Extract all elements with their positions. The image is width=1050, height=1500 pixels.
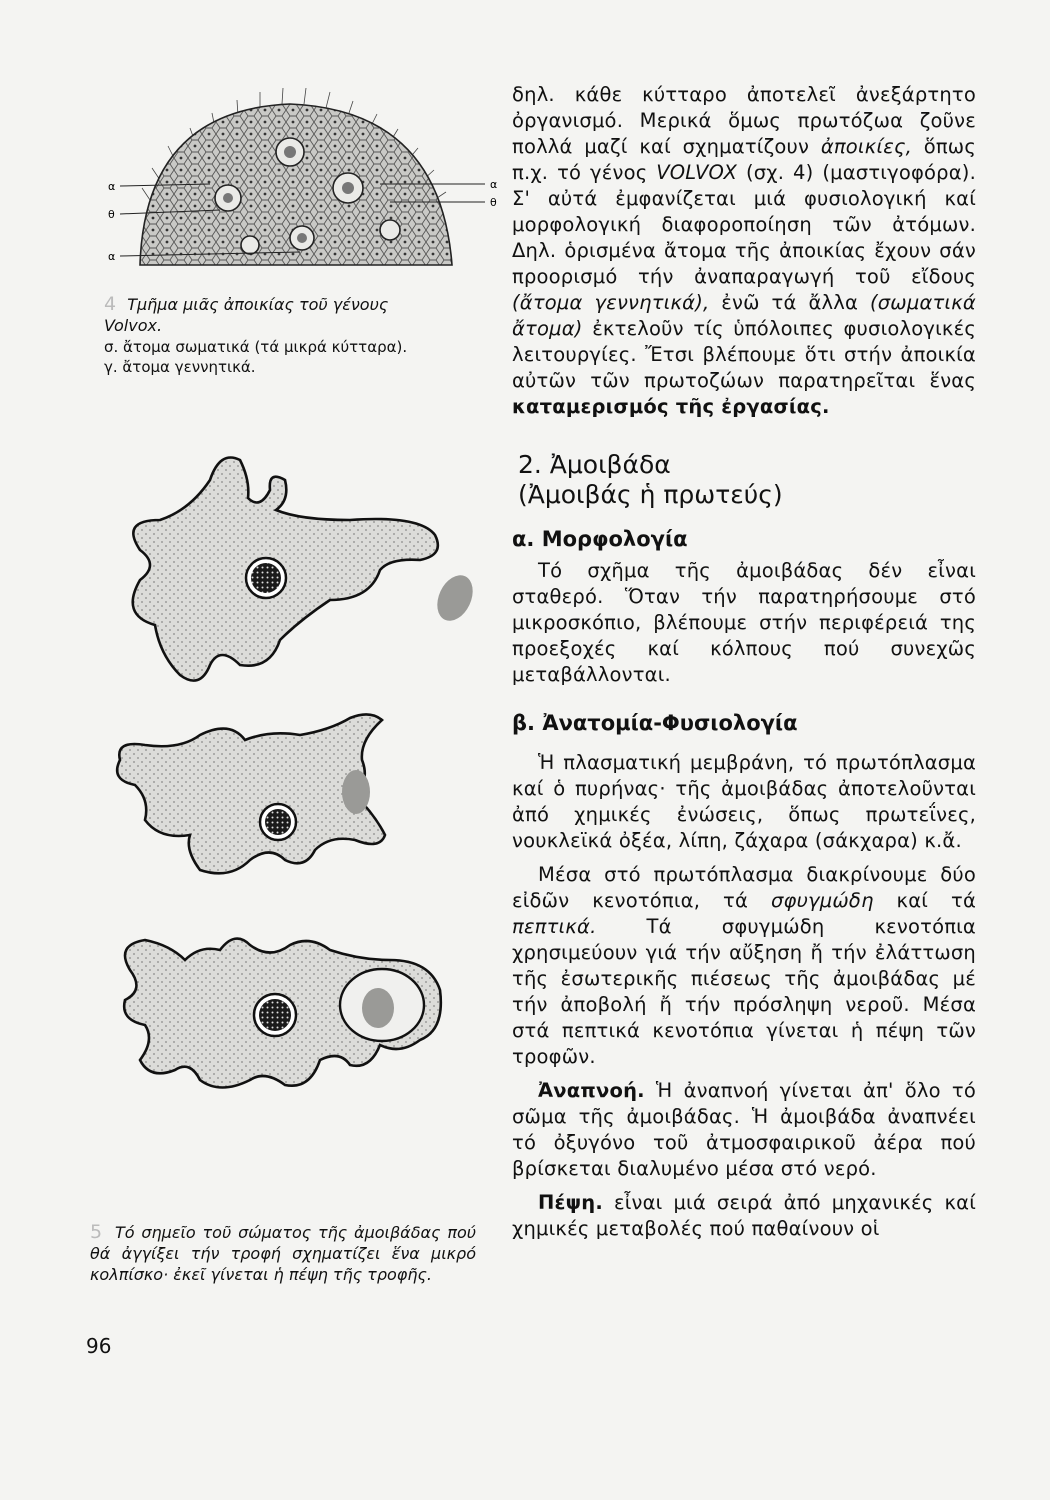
intro-italic-somatic: (σωματικά ἄτομα) xyxy=(512,291,976,340)
subheading-anatomy: β. Ἀνατομία-Φυσιολογία xyxy=(512,711,798,735)
page-number: 96 xyxy=(86,1334,112,1358)
figure-4-caption-line2: Volvox. xyxy=(104,316,163,335)
figure-4-legend-reproductive: γ. ἄτομα γεννητικά. xyxy=(104,358,256,376)
paragraph-anatomy: Ἡ πλασματική μεμβράνη, τό πρωτόπλασμα καί ὁ πυρήνας· τῆς ἀμοιβάδας ἀποτελοῦνται ἀπό χημικές ἐνώσεις, ὅπως πρωτεΐνες, νουκλεϊκά ὀξέα, λίπη, ζάχαρα (σάκχαρα) κ.ἄ. xyxy=(512,751,976,852)
figure-4-legend-somatic: σ. ἄτομα σωματικά (τά μικρά κύτταρα). xyxy=(104,338,408,356)
intro-italic-volvox: VOLVOX xyxy=(656,161,738,184)
label-theta-left: θ xyxy=(108,208,115,221)
figure-5-amoebae xyxy=(100,440,510,1220)
intro-bold-division-of-labor: καταμερισμός τῆς ἐργασίας. xyxy=(512,395,830,418)
paragraph-morphology: Τό σχῆμα τῆς ἀμοιβάδας δέν εἶναι σταθερό. Ὅταν τήν παρατηρήσουμε στό μικροσκόπιο, βλέπουμε στήν περιφέρειά της προεξοχές καί κόλπους πού συνεχῶς μεταβάλλονται. xyxy=(512,559,976,686)
right-column xyxy=(512,82,976,1242)
label-a-left: α xyxy=(108,180,116,193)
intro-part-d: ἐνῶ τά ἄλλα xyxy=(709,291,870,314)
label-a-right: α xyxy=(490,178,498,191)
vacuoles-part-b: καί τά xyxy=(873,889,976,912)
figure-4-volvox xyxy=(90,80,510,290)
intro-part-a: δηλ. κάθε κύτταρο ἀποτελεῖ ἀνεξάρτητο ὀργανισμό. Μερικά ὅμως πρωτόζωα ζοῦνε πολλά μαζί καί σχηματίζουν xyxy=(512,83,976,158)
amoeba-2 xyxy=(117,714,385,873)
section-title xyxy=(518,450,976,510)
figure-4-caption-line1: Τμῆμα μιᾶς ἀποικίας τοῦ γένους xyxy=(127,295,389,314)
vacuoles-part-c: Τά σφυγμώδη κενοτόπια χρησιμεύουν γιά τήν αὔξηση ἤ τήν ἐλάττωση τῆς ἐσωτερικῆς πιέσεως τῆς ἀμοιβάδας μέ τήν ἀποβολή ἤ τήν πρόσληψη νεροῦ. Μέσα στά πεπτικά κενοτόπια γίνεται ἡ πέψη τῶν τροφῶν. xyxy=(512,915,976,1068)
label-a-bottom: α xyxy=(108,250,116,263)
subheading-morphology: α. Μορφολογία xyxy=(512,527,688,551)
vacuoles-italic-digestive: πεπτικά. xyxy=(512,915,597,938)
figure-5-caption xyxy=(90,1222,476,1285)
digestion-label: Πέψη. xyxy=(538,1191,603,1214)
paragraph-vacuoles xyxy=(512,862,976,1070)
amoeba-1 xyxy=(133,458,480,681)
vacuoles-part-a: Μέσα στό πρωτόπλασμα διακρίνουμε δύο εἰδῶν κενοτόπια, τά xyxy=(512,863,976,912)
intro-part-c: (σχ. 4) (μαστιγοφόρα). Σ' αὐτά ἐμφανίζεται μιά φυσιολογική καί μορφολογική διαφοροποίηση τῶν ἀτόμων. Δηλ. ὁρισμένα ἄτομα τῆς ἀποικίας ἔχουν σάν προορισμό τήν ἀναπαραγωγή τοῦ εἴδους xyxy=(512,161,976,288)
intro-part-b: ὅπως π.χ. τό γένος xyxy=(512,135,976,184)
figure-5-caption-text: Τό σημεῖο τοῦ σώματος τῆς ἀμοιβάδας πού θά ἀγγίξει τήν τροφή σχηματίζει ἕνα μικρό κολπίσκο· ἐκεῖ γίνεται ἡ πέψη τῆς τροφῆς. xyxy=(90,1223,476,1284)
figure-5-number: 5 xyxy=(90,1221,103,1243)
intro-italic-reproductive: (ἄτομα γεννητικά), xyxy=(512,291,710,314)
intro-italic-colonies: ἀποικίες, xyxy=(820,135,913,158)
respiration-label: Ἀναπνοή. xyxy=(538,1079,645,1102)
paragraph-intro xyxy=(512,82,976,420)
figure-4-number: 4 xyxy=(104,293,117,315)
volvox-illustration xyxy=(90,80,510,290)
vacuoles-italic-contractile: σφυγμώδη xyxy=(770,889,874,912)
paragraph-respiration xyxy=(512,1078,976,1182)
section-title-line2: (Ἀμοιβάς ἡ πρωτεύς) xyxy=(518,480,783,509)
paragraph-digestion xyxy=(512,1190,976,1242)
amoeba-3 xyxy=(124,939,441,1088)
section-title-line1: 2. Ἀμοιβάδα xyxy=(518,450,671,479)
amoeba-illustrations xyxy=(100,440,510,1220)
figure-4-caption xyxy=(104,294,484,377)
label-theta-right: θ xyxy=(490,196,497,209)
intro-part-e: ἐκτελοῦν τίς ὑπόλοιπες φυσιολογικές λειτουργίες. Ἔτσι βλέπουμε ὅτι στήν ἀποικία αὐτῶν τῶν πρωτοζώων παρατηρεῖται ἕνας xyxy=(512,317,976,392)
respiration-text: Ἡ ἀναπνοή γίνεται ἀπ' ὅλο τό σῶμα τῆς ἀμοιβάδας. Ἡ ἀμοιβάδα ἀναπνέει τό ὀξυγόνο τοῦ ἀτμοσφαιρικοῦ ἀέρα πού βρίσκεται διαλυμένο μέσα στό νερό. xyxy=(512,1079,976,1180)
digestion-text: εἶναι μιά σειρά ἀπό μηχανικές καί χημικές μεταβολές πού παθαίνουν οἱ xyxy=(512,1191,976,1240)
